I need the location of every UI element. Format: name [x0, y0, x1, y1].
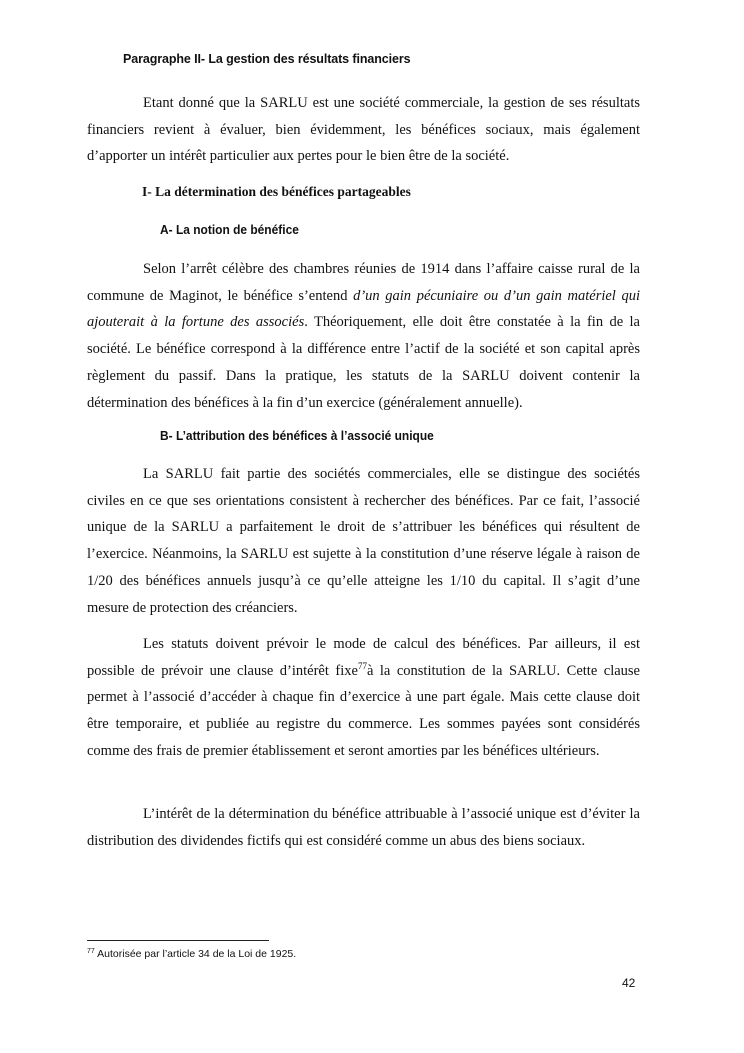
page-number: 42: [622, 976, 636, 990]
section-title: Paragraphe II- La gestion des résultats financiers: [123, 52, 411, 66]
subsection-i-title: I- La détermination des bénéfices partageables: [142, 184, 411, 199]
part-a-paragraph: [87, 256, 640, 416]
part-b-paragraph-3: [87, 801, 640, 854]
footnote-text: Autorisée par l’article 34 de la Loi de 1925.: [94, 948, 297, 960]
part-b-text-2a: Les statuts doivent prévoir le mode de calcul des bénéfices. Par ailleurs, il est possible de prévoir une clause d’intérêt fixe: [87, 636, 640, 679]
part-b-text-3: L’intérêt de la détermination du bénéfice attribuable à l’associé unique est d’éviter la distribution des dividendes fictifs qui est considéré comme un abus des biens sociaux.: [87, 806, 640, 849]
footnote-ref[interactable]: 77: [357, 660, 367, 671]
footnote-number: 77: [87, 948, 95, 955]
part-b-text-1: La SARLU fait partie des sociétés commerciales, elle se distingue des sociétés civiles en ce que ses orientations consistent à rechercher des bénéfices. Par ce fait, l’associé unique de la SARLU a parfaitement le droit de s’attribuer les bénéfices qui résultent de l’exercice. Néanmoins, la SARLU est sujette à la constitution d’une réserve légale à raison de 1/20 des bénéfices annuels jusqu’à ce qu’elle atteigne les 1/10 du capital. Il s’agit d’une mesure de protection des créanciers.: [87, 466, 640, 616]
part-b-paragraph-1: [87, 461, 640, 621]
part-a-title: A- La notion de bénéfice: [160, 222, 299, 237]
part-a-text-2: . Théoriquement, elle doit être constatée à la fin de la société. Le bénéfice correspond à la différence entre l’actif de la société et son capital après règlement du passif. Dans la pratique, les statuts de la SARLU doivent contenir la détermination des bénéfices à la fin d’un exercice (généralement annuelle).: [87, 314, 640, 411]
footnote: [87, 948, 296, 960]
intro-paragraph: [87, 90, 640, 170]
footnote-divider: [87, 940, 269, 941]
part-b-title: B- L’attribution des bénéfices à l’associé unique: [160, 428, 434, 443]
intro-text: Etant donné que la SARLU est une société commerciale, la gestion de ses résultats financiers revient à évaluer, bien évidemment, les bénéfices sociaux, mais également d’apporter un intérêt particulier aux pertes pour le bien être de la société.: [87, 95, 640, 165]
part-b-paragraph-2: [87, 631, 640, 765]
part-b-text-2b: à la constitution de la SARLU. Cette clause permet à l’associé d’accéder à chaque fin d’exercice à une part égale. Mais cette clause doit être temporaire, et publiée au registre du commerce. Les sommes payées sont considérés comme des frais de premier établissement et seront amorties par les bénéfices ultérieurs.: [87, 662, 640, 759]
part-a-text-1: Selon l’arrêt célèbre des chambres réunies de 1914 dans l’affaire caisse rural de la commune de Maginot, le bénéfice s’entend: [87, 261, 640, 304]
part-a-quote: d’un gain pécuniaire ou d’un gain matériel qui ajouterait à la fortune des associés: [87, 287, 640, 331]
